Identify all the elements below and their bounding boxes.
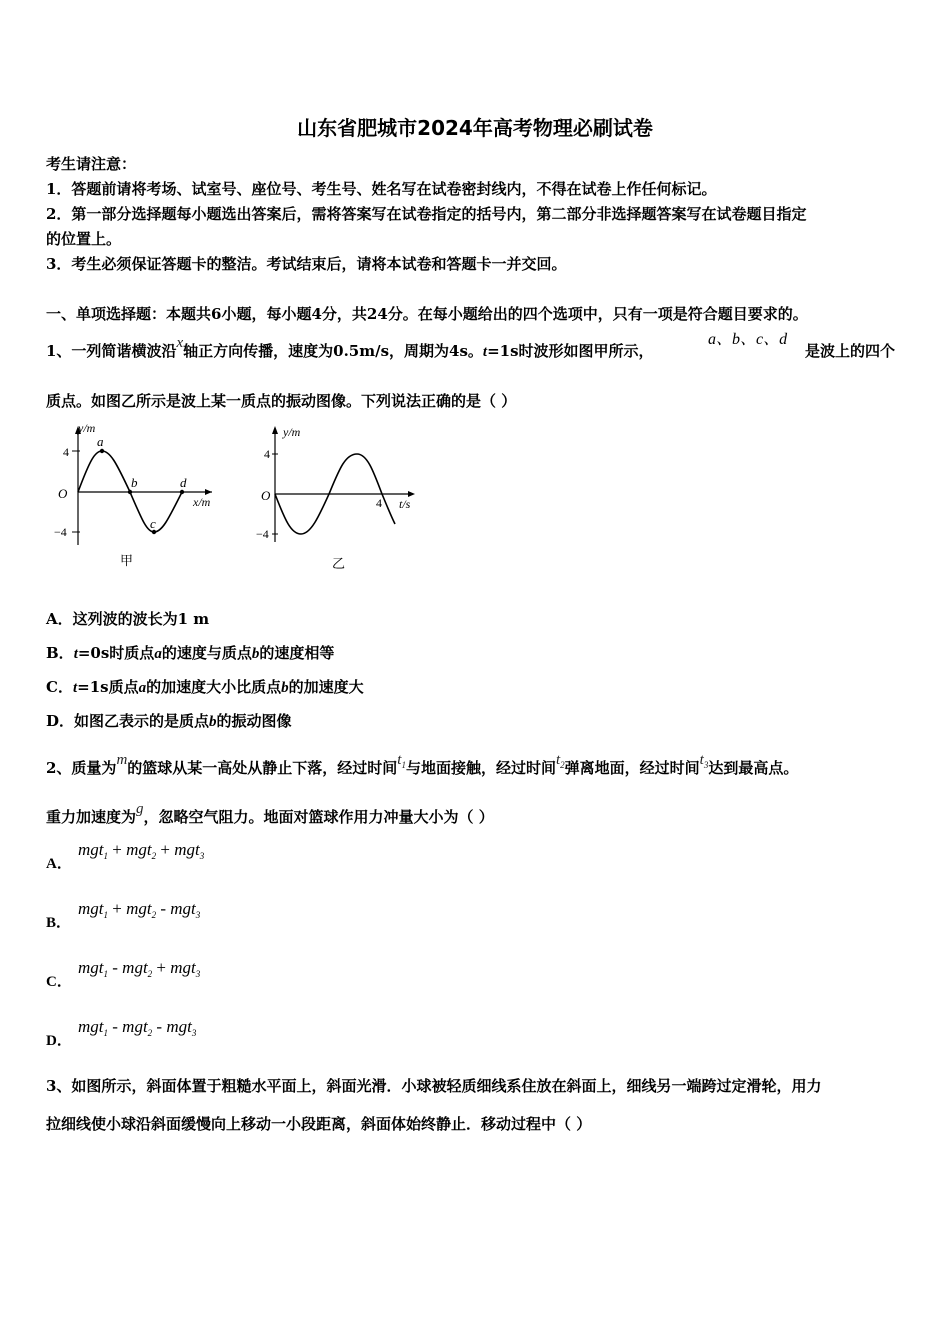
fig-b-ytop: 4 (264, 447, 270, 461)
fig-a-xlabel: x/m (193, 495, 211, 509)
fig-a-ybottom: −4 (54, 525, 67, 539)
q2-line2: 重力加速度为g，忽略空气阻力。地面对篮球作用力冲量大小为（ ） (46, 801, 494, 826)
q2-option-b-label: B． (46, 915, 72, 931)
fig-b-xtick: 4 (376, 496, 382, 510)
fig-a-point-d: d (180, 475, 187, 490)
q1-line2: 质点。如图乙所示是波上某一质点的振动图像。下列说法正确的是（ ） (46, 392, 517, 410)
page-title: 山东省肥城市2024年高考物理必刷试卷 (297, 116, 653, 140)
q2-option-d-label: D． (46, 1033, 72, 1049)
q2-option-d-formula: mgt$_1$ - mgt$_2$ - mgt$_3$ (78, 1017, 197, 1038)
fig-b-ybottom: −4 (256, 527, 269, 541)
fig-b-caption: 乙 (332, 556, 346, 571)
fig-b-origin: O (261, 488, 271, 503)
q1-option-a: A．这列波的波长为1 m (46, 610, 210, 628)
section-heading: 一、单项选择题：本题共6小题，每小题4分，共24分。在每小题给出的四个选项中，只有一项是符合题目要求的。 (46, 305, 808, 323)
q1-option-c: C．t=1s质点a的加速度大小比质点b的加速度大 (46, 678, 364, 696)
q1-option-d: D．如图乙表示的是质点b的振动图像 (46, 712, 292, 730)
notice-item-3: 3．考生必须保证答题卡的整洁。考试结束后，请将本试卷和答题卡一并交回。 (46, 255, 567, 273)
q1-line1-end: 是波上的四个 (805, 342, 896, 360)
q1-option-b: B．t=0s时质点a的速度与质点b的速度相等 (46, 644, 335, 662)
fig-a-ylabel: y/m (78, 421, 96, 435)
q2-option-a-label: A． (46, 856, 72, 872)
q3-line2: 拉细线使小球沿斜面缓慢向上移动一小段距离，斜面体始终静止．移动过程中（ ） (46, 1115, 592, 1133)
fig-a-point-a: a (97, 434, 104, 449)
fig-b-xlabel: t/s (399, 497, 411, 511)
fig-a-caption: 甲 (120, 553, 134, 568)
fig-a-ytop: 4 (63, 445, 69, 459)
notice-item-1: 1．答题前请将考场、试室号、座位号、考生号、姓名写在试卷密封线内，不得在试卷上作任何标记。 (46, 180, 717, 198)
notice-heading: 考生请注意： (46, 155, 137, 173)
q2-line1: 2、质量为m的篮球从某一高处从静止下落，经过时间$t_1$与地面接触，经过时间$t_2$弹离地面，经过时间$t_3$达到最高点。 (46, 752, 799, 777)
wave-figure-a (50, 420, 230, 580)
q2-option-c-formula: mgt$_1$ - mgt$_2$ + mgt$_3$ (78, 958, 201, 979)
vibration-figure-b (255, 420, 430, 580)
q2-option-b-formula: mgt$_1$ + mgt$_2$ - mgt$_3$ (78, 899, 201, 920)
q1-points-label: a、b、c、d (708, 331, 788, 348)
q2-option-c-label: C． (46, 974, 72, 990)
q3-line1: 3、如图所示，斜面体置于粗糙水平面上，斜面光滑．小球被轻质细线系住放在斜面上，细线另一端跨过定滑轮，用力 (46, 1077, 822, 1095)
fig-a-point-b: b (131, 475, 138, 490)
notice-item-2-cont: 的位置上。 (46, 230, 122, 248)
q1-line1: 1、一列简谐横波沿x轴正方向传播，速度为0.5m/s，周期为4s。t=1s时波形如图甲所示， (46, 335, 654, 360)
q2-option-a-formula: mgt$_1$ + mgt$_2$ + mgt$_3$ (78, 840, 205, 861)
fig-b-ylabel: y/m (283, 425, 301, 439)
fig-a-origin: O (58, 486, 68, 501)
fig-a-point-c: c (150, 516, 156, 531)
notice-item-2: 2．第一部分选择题每小题选出答案后，需将答案写在试卷指定的括号内，第二部分非选择题答案写在试卷题目指定 (46, 205, 807, 223)
